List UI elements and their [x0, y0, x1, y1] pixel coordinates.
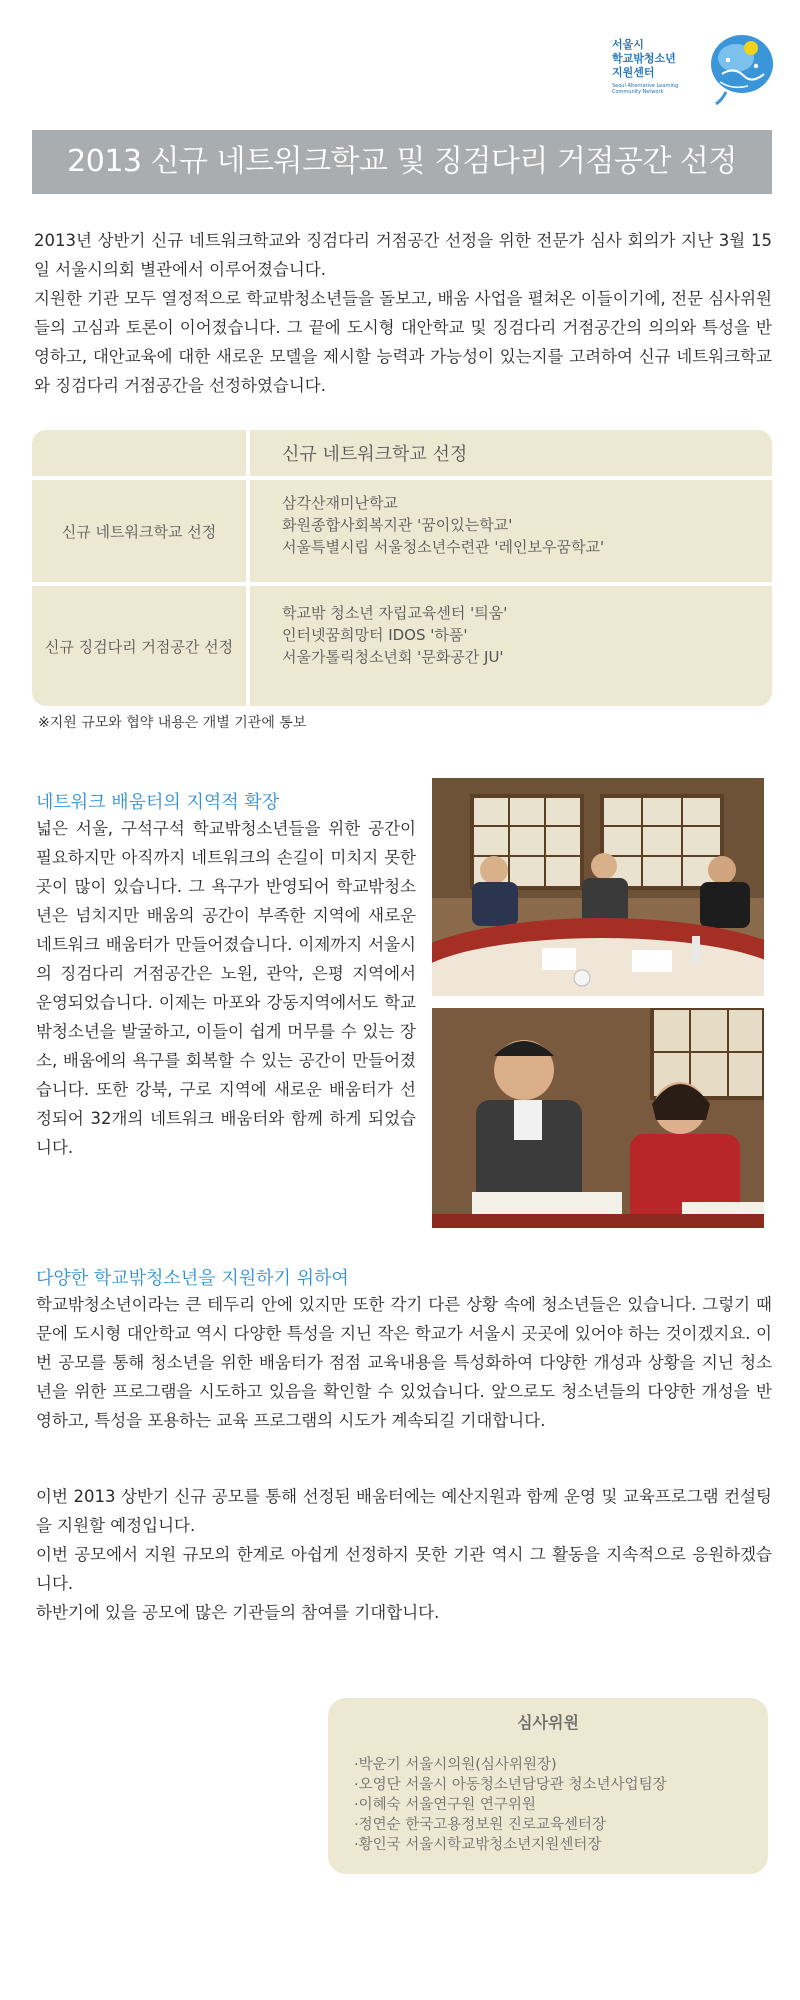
intro-text — [34, 226, 772, 400]
judge-item: ·이혜숙 서울연구원 연구위원 — [354, 1797, 536, 1813]
row-label: 신규 징검다리 거점공간 선정 — [32, 586, 246, 706]
row-values — [250, 480, 772, 582]
judge-item: ·오영단 서울시 아동청소년담당관 청소년사업팀장 — [354, 1777, 667, 1793]
row-label: 신규 네트워크학교 선정 — [32, 480, 246, 582]
closing-paragraph-2: 이번 공모에서 지원 규모의 한계로 아쉽게 선정하지 못한 기관 역시 그 활동을 지속적으로 응원하겠습니다. — [36, 1545, 772, 1593]
row-item: 서울가톨릭청소년회 '문화공간 JU' — [282, 648, 504, 666]
closing-paragraph-3: 하반기에 있을 공모에 많은 기관들의 참여를 기대합니다. — [36, 1603, 440, 1622]
table-header — [250, 430, 772, 476]
logo-text — [612, 38, 704, 95]
section-heading-diversity: 다양한 학교밖청소년을 지원하기 위하여 — [36, 1268, 349, 1289]
meeting-photo-2-image — [432, 1008, 764, 1228]
table-row-network-school — [32, 480, 772, 582]
row-item: 삼각산재미난학교 — [282, 494, 398, 512]
section-heading-expansion: 네트워크 배움터의 지역적 확장 — [36, 792, 280, 813]
meeting-photo-2 — [432, 1008, 764, 1228]
judges-panel-title: 심사위원 — [517, 1713, 579, 1732]
table-row-stepping-stone — [32, 586, 772, 706]
page-title: 2013 신규 네트워크학교 및 징검다리 거점공간 선정 — [32, 130, 772, 194]
table-header-blank — [32, 430, 246, 476]
center-logo — [612, 30, 777, 108]
judges-panel — [328, 1698, 768, 1874]
table-header-label: 신규 네트워크학교 선정 — [282, 444, 468, 465]
logo-line-1: 서울시 — [612, 38, 644, 51]
row-item: 서울특별시립 서울청소년수련관 '레인보우꿈학교' — [282, 538, 605, 556]
row-item: 학교밖 청소년 자립교육센터 '틔움' — [282, 604, 508, 622]
section-body-expansion: 넓은 서울, 구석구석 학교밖청소년들을 위한 공간이 필요하지만 아직까지 네트워크의 손길이 미치지 못한 곳이 많이 있습니다. 그 욕구가 반영되어 학교밖청소년은 넘치지만 배움의 공간이 부족한 지역에 새로운 네트워크 배움터가 만들어졌습니다. 이제까지 서울시의 징검다리 거점공간은 노원, 관악, 은평 지역에서 운영되었습니다. 이제는 마포와 강동지역에서도 학교밖청소년을 발굴하고, 이들이 쉽게 머무를 수 있는 장소, 배움에의 욕구를 회복할 수 있는 공간이 만들어졌습니다. 또한 강북, 구로 지역에 새로운 배움터가 선정되어 32개의 네트워크 배움터와 함께 하게 되었습니다. — [36, 819, 416, 1157]
globe-logo-icon — [704, 30, 776, 106]
closing-text — [36, 1482, 772, 1627]
judge-item: ·정연순 한국고용정보원 진로교육센터장 — [354, 1817, 606, 1833]
logo-english: Seoul Alternative Learning Community Network — [612, 83, 679, 95]
section-body-diversity: 학교밖청소년이라는 큰 테두리 안에 있지만 또한 각기 다른 상황 속에 청소년들은 있습니다. 그렇기 때문에 도시형 대안학교 역시 다양한 특성을 지닌 작은 학교가 서울시 곳곳에 있어야 하는 것이겠지요. 이번 공모를 통해 청소년을 위한 배움터가 점점 교육내용을 특성화하여 다양한 개성과 상황을 지닌 청소년을 위한 프로그램을 시도하고 있음을 확인할 수 있었습니다. 앞으로도 청소년들의 다양한 개성을 반영하고, 특성을 포용하는 교육 프로그램의 시도가 계속되길 기대합니다. — [36, 1295, 772, 1430]
row-item: 인터넷꿈희망터 IDOS '하품' — [282, 626, 468, 644]
table-note: ※지원 규모와 협약 내용은 개별 기관에 통보 — [38, 715, 307, 731]
judge-item: ·황인국 서울시학교밖청소년지원센터장 — [354, 1837, 602, 1853]
selection-table — [32, 430, 772, 706]
row-values — [250, 586, 772, 706]
row-item: 화원종합사회복지관 '꿈이있는학교' — [282, 516, 513, 534]
intro-paragraph-1: 2013년 상반기 신규 네트워크학교와 징검다리 거점공간 선정을 위한 전문가 심사 회의가 지난 3월 15일 서울시의회 별관에서 이루어졌습니다. — [34, 231, 772, 279]
intro-paragraph-2: 지원한 기관 모두 열정적으로 학교밖청소년들을 돌보고, 배움 사업을 펼쳐온 이들이기에, 전문 심사위원들의 고심과 토론이 이어졌습니다. 그 끝에 도시형 대안학교 및 징검다리 거점공간의 의의와 특성을 반영하고, 대안교육에 대한 새로운 모델을 제시할 능력과 가능성이 있는지를 고려하여 신규 네트워크학교와 징검다리 거점공간을 선정하였습니다. — [34, 289, 772, 395]
judges-list — [354, 1755, 768, 1855]
meeting-photo-1 — [432, 778, 764, 996]
judge-item: ·박운기 서울시의원(심사위원장) — [354, 1757, 557, 1773]
logo-line-3: 지원센터 — [612, 66, 655, 79]
meeting-photo-1-image — [432, 778, 764, 996]
closing-paragraph-1: 이번 2013 상반기 신규 공모를 통해 선정된 배움터에는 예산지원과 함께 운영 및 교육프로그램 컨설팅을 지원할 예정입니다. — [36, 1487, 772, 1535]
logo-line-2: 학교밖청소년 — [612, 52, 676, 65]
